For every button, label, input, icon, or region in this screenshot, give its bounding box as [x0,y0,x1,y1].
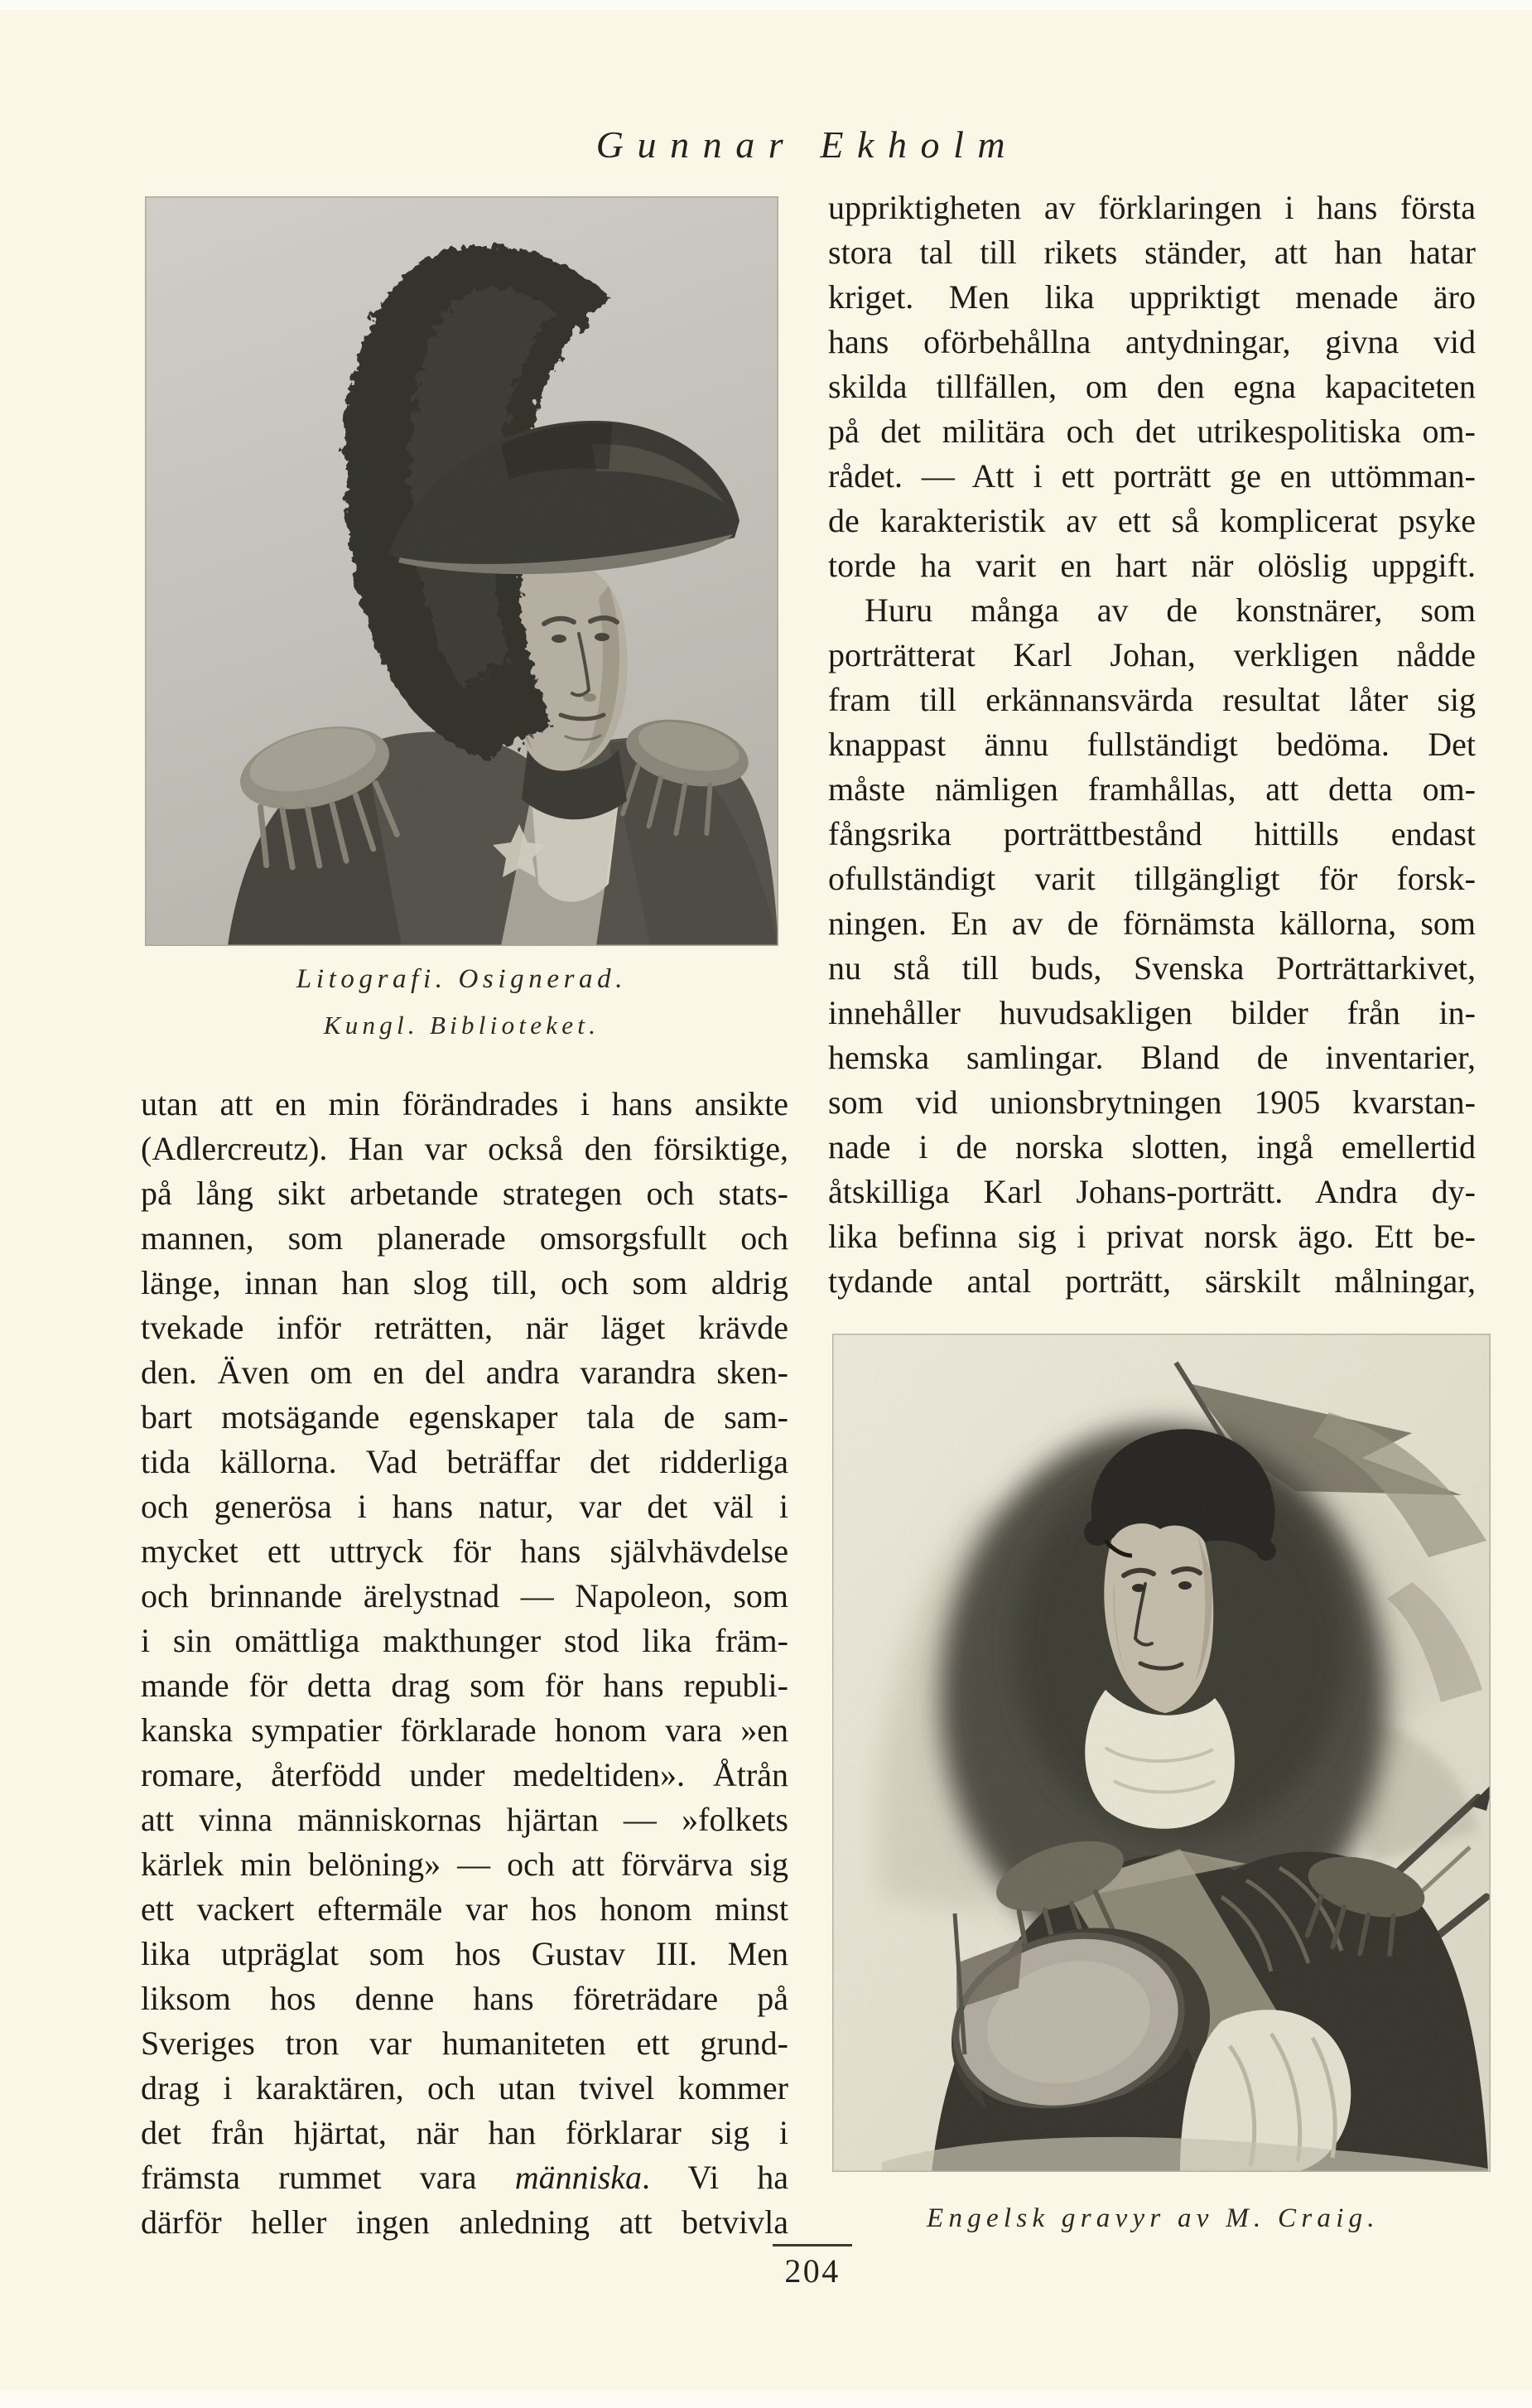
text-line: den. Även om en del andra varandra sken- [141,1354,788,1391]
scanned-book-page [0,10,1532,2391]
text-line: torde ha varit en hart när olöslig uppgift. [828,547,1476,584]
text-line: innehåller huvudsakligen bilder från in- [828,994,1476,1031]
text-line: kärlek min belöning» — och att förvärva sig [141,1846,788,1883]
figure1-caption-line1: Litografi. Osignerad. [296,964,628,994]
text-line: rådet. — Att i ett porträtt ge en uttömman- [828,457,1476,495]
text-line: drag i karaktären, och utan tvivel kommer [141,2069,788,2106]
text-line: Sveriges tron var humaniteten ett grund- [141,2024,788,2062]
text-line: och brinnande ärelystnad — Napoleon, som [141,1577,788,1614]
text-line: tvekade inför reträtten, när läget krävde [141,1309,788,1346]
text-line: uppriktigheten av förklaringen i hans första [828,189,1476,226]
text-line: Huru många av de konstnärer, som [865,591,1476,629]
text-line: liksom hos denne hans företrädare på [141,1980,788,2017]
text-line: att vinna människornas hjärtan — »folkets [141,1801,788,1838]
text-line: lika befinna sig i privat norsk ägo. Ett be- [828,1218,1476,1255]
right-text-column [828,186,1476,1304]
text-line: ofullständigt varit tillgängligt för forsk- [828,860,1476,897]
text-line: mannen, som planerade omsorgsfullt och [141,1219,788,1257]
page-header-author: Gunnar Ekholm [595,123,1019,166]
portrait-lithograph-image [145,196,778,946]
text-line: som vid unionsbrytningen 1905 kvarstan- [828,1083,1476,1121]
text-line: kriget. Men lika uppriktigt menade äro [828,278,1476,316]
text-line: ningen. En av de förnämsta källorna, som [828,905,1476,942]
text-line: främsta rummet vara människa. Vi ha [141,2159,788,2196]
text-line: nade i de norska slotten, ingå emellertid [828,1128,1476,1165]
text-line: fångsrika porträttbestånd hittills endast [828,815,1476,852]
text-line: åtskilliga Karl Johans-porträtt. Andra dy- [828,1173,1476,1210]
text-line: på det militära och det utrikespolitiska om- [828,413,1476,450]
page-number: 204 [784,2252,841,2290]
text-line: skilda tillfällen, om den egna kapaciteten [828,368,1476,405]
text-line: det från hjärtat, när han förklarar sig i [141,2114,788,2151]
figure2-caption: Engelsk gravyr av M. Craig. [927,2203,1380,2233]
text-line: bart motsägande egenskaper tala de sam- [141,1398,788,1436]
text-line: mande för detta drag som för hans republi- [141,1667,788,1704]
text-line: hans oförbehållna antydningar, givna vid [828,323,1476,360]
text-line: därför heller ingen anledning att betvivla [141,2203,788,2241]
text-line: stora tal till rikets ständer, att han hatar [828,234,1476,271]
text-line: mycket ett uttryck för hans självhävdelse [141,1532,788,1570]
text-line: och generösa i hans natur, var det väl i [141,1488,788,1525]
page-number-rule [773,2244,852,2246]
text-line: knappast ännu fullständigt bedöma. Det [828,726,1476,763]
text-line: lika utpräglat som hos Gustav III. Men [141,1935,788,1972]
text-line: nu stå till buds, Svenska Porträttarkivet, [828,949,1476,987]
text-line: (Adlercreutz). Han var också den försiktige, [141,1130,788,1167]
text-line: romare, återfödd under medeltiden». Åtrån [141,1756,788,1793]
figure-engraving [832,1334,1491,2172]
text-line: länge, innan han slog till, och som aldrig [141,1264,788,1301]
text-line: måste nämligen framhållas, att detta om- [828,770,1476,808]
text-line: hemska samlingar. Bland de inventarier, [828,1039,1476,1076]
text-line: i sin omättliga makthunger stod lika främ- [141,1622,788,1659]
text-line: fram till erkännansvärda resultat låter sig [828,681,1476,718]
text-line: tydande antal porträtt, särskilt målningar, [828,1262,1476,1300]
text-line: utan att en min förändrades i hans ansikte [141,1085,788,1122]
text-line: tida källorna. Vad beträffar det ridderliga [141,1443,788,1480]
text-line: kanska sympatier förklarade honom vara »en [141,1711,788,1749]
figure-lithograph [145,196,778,946]
text-line: ett vackert eftermäle var hos honom minst [141,1890,788,1928]
portrait-engraving-image [832,1334,1491,2172]
text-line: porträtterat Karl Johan, verkligen nådde [828,636,1476,673]
figure1-caption-line2: Kungl. Biblioteket. [323,1011,600,1040]
left-text-column [141,1082,788,2245]
text-line: på lång sikt arbetande strategen och stats- [141,1175,788,1212]
text-line: de karakteristik av ett så komplicerat psyke [828,502,1476,539]
